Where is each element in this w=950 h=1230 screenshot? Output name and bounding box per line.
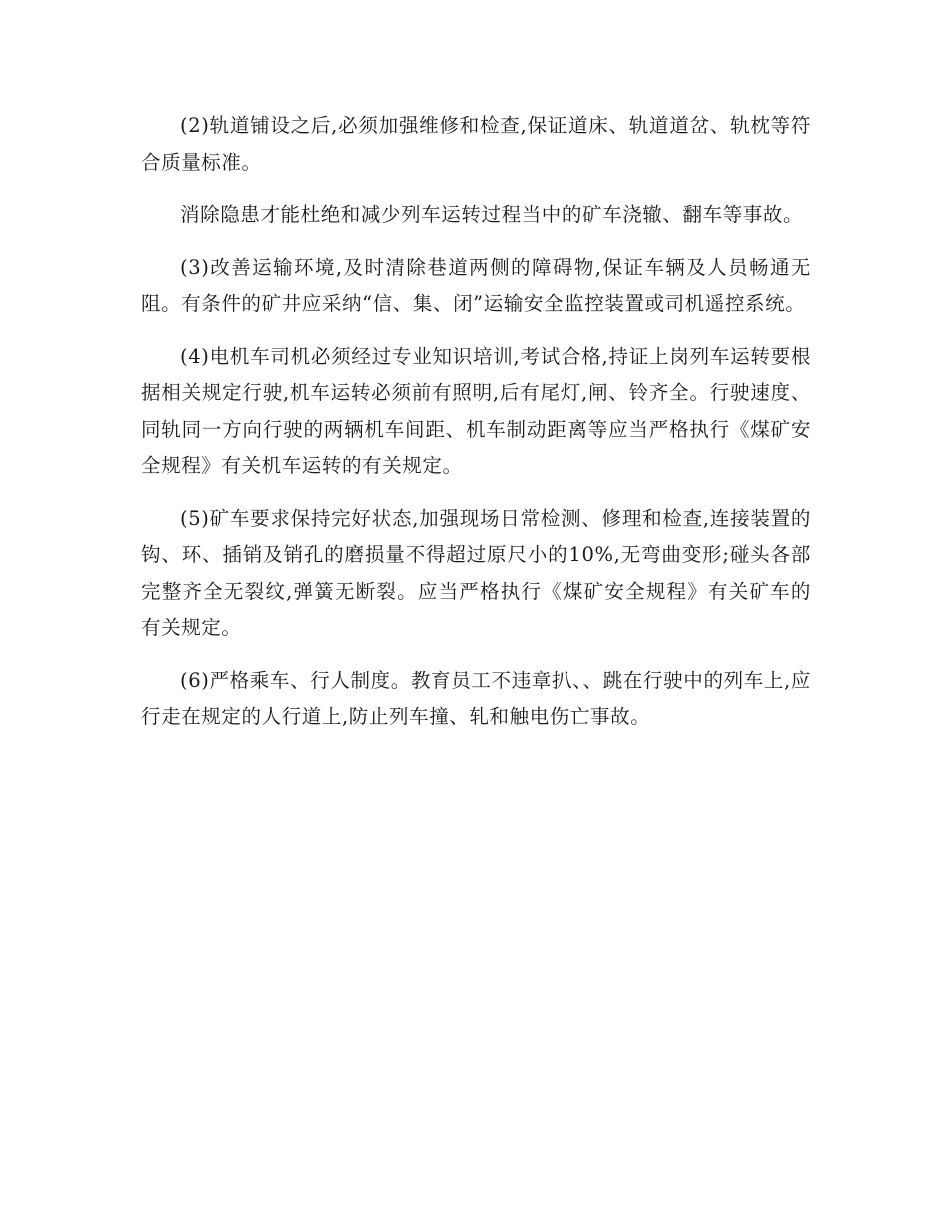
paragraph-riding-rules: (6)严格乘车、行人制度。教育员工不违章扒、、跳在行驶中的列车上,应行走在规定的人行道上,防止列车撞、轧和触电伤亡事故。 <box>141 668 811 728</box>
document-body <box>141 108 811 752</box>
paragraph-transport-environment: (3)改善运输环境,及时清除巷道两侧的障碍物,保证车辆及人员畅通无阻。有条件的矿井应采纳“信、集、闭”运输安全监控装置或司机遥控系统。 <box>141 255 811 315</box>
paragraph-mine-car-condition: (5)矿车要求保持完好状态,加强现场日常检测、修理和检查,连接装置的钩、环、插销及销孔的磨损量不得超过原尺小的10%,无弯曲变形;碰头各部完整齐全无裂纹,弹簧无断裂。应当严格执行《煤矿安全规程》有关矿车的有关规定。 <box>141 506 811 639</box>
paragraph-driver-training: (4)电机车司机必须经过专业知识培训,考试合格,持证上岗列车运转要根据相关规定行驶,机车运转必须前有照明,后有尾灯,闸、铃齐全。行驶速度、同轨同一方向行驶的两辆机车间距、机车制动距离等应当严格执行《煤矿安全规程》有关机车运转的有关规定。 <box>141 344 811 477</box>
paragraph-hazard-elimination: 消除隐患才能杜绝和减少列车运转过程当中的矿车浇辙、翻车等事故。 <box>180 203 804 226</box>
paragraph-track-maintenance: (2)轨道铺设之后,必须加强维修和检查,保证道床、轨道道岔、轨枕等符合质量标准。 <box>141 114 811 174</box>
